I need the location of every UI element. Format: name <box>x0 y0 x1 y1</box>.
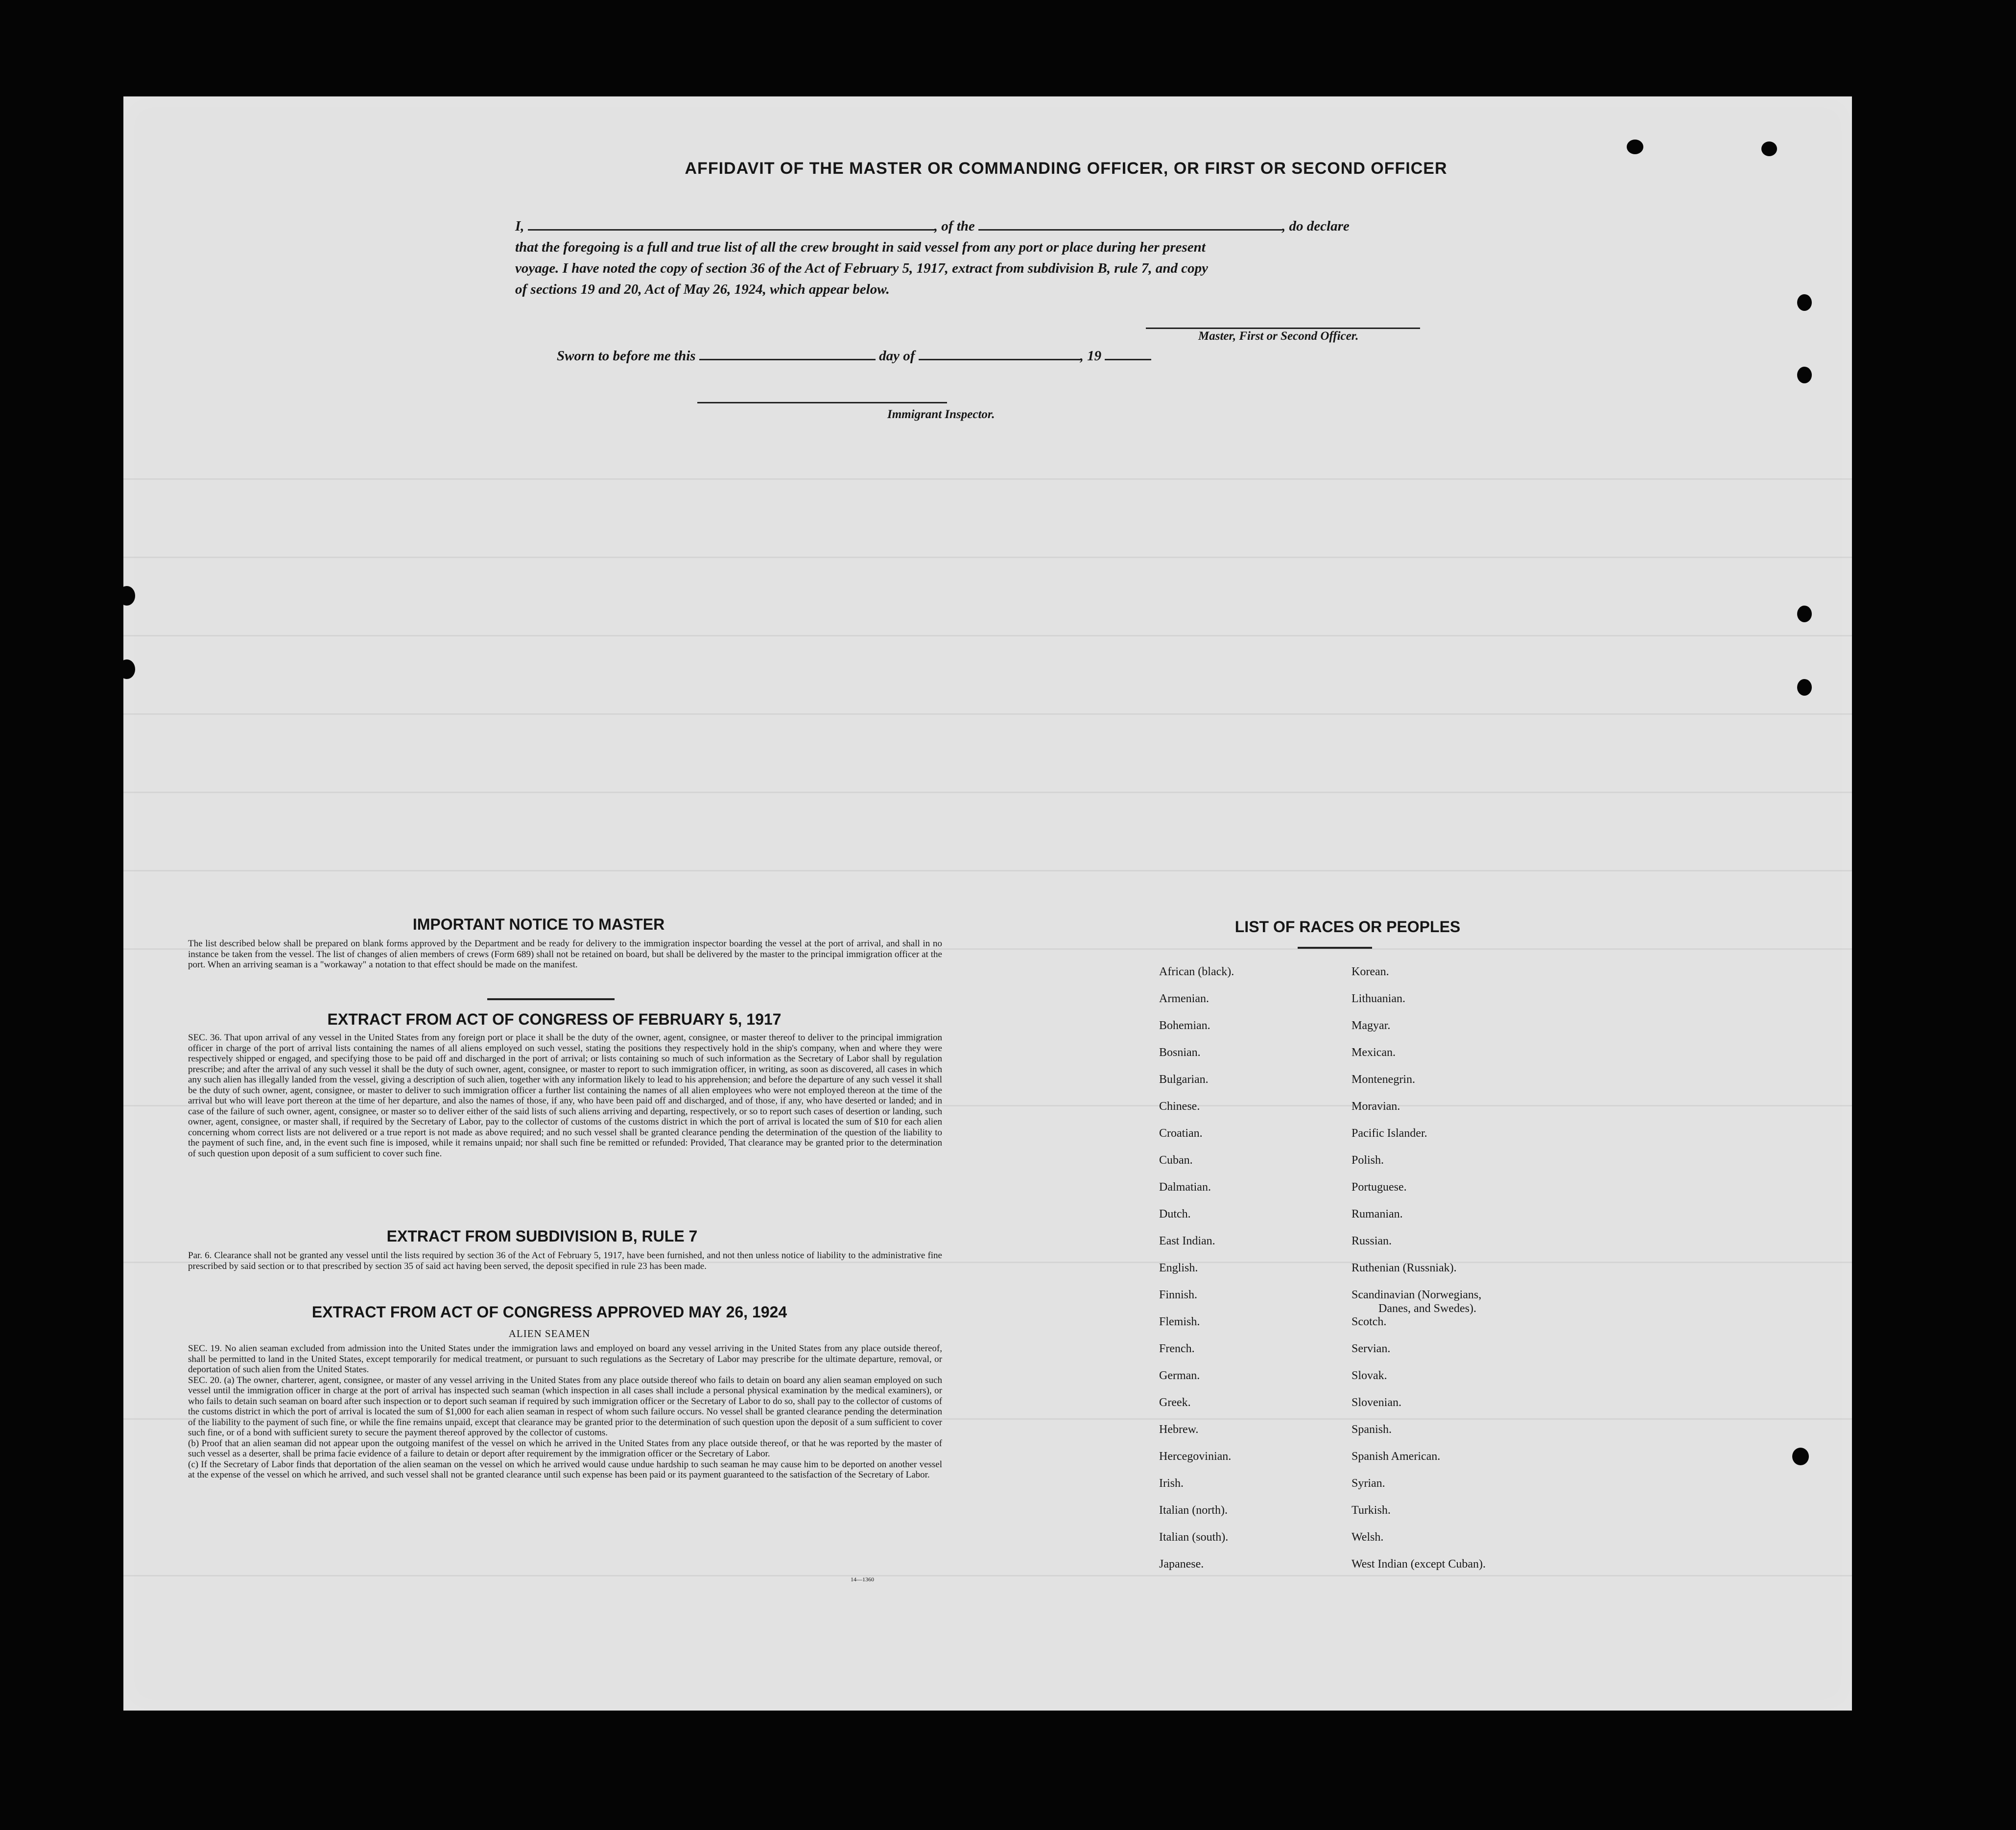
extract-rule7-title: EXTRACT FROM SUBDIVISION B, RULE 7 <box>386 1227 698 1245</box>
inspector-signature-label: Immigrant Inspector. <box>887 408 995 421</box>
race-item: Bohemian. <box>1159 1019 1210 1032</box>
divider <box>487 998 615 1000</box>
race-item: Hercegovinian. <box>1159 1450 1232 1463</box>
extract-1917-body: SEC. 36. That upon arrival of any vessel in the United States from any foreign port or place it shall be the duty of the owner, agent, consignee, or master thereof to deliver to the principal immigration officer in charge of the port of arrival lists containing the names of all aliens employed on such vessel, stating the positions they respectively hold in the ship's company, when and where they were respectively shipped or engaged, and specifying those to be paid off and discharged in the port of arrival; or lists containing so much of such information as the Secretary of Labor shall by regulation prescribe; and after the arrival of any such vessel it shall be the duty of such owner, agent, consignee, or master to report to such immigration officer, in writing, as soon as discovered, all cases in which any such alien has illegally landed from the vessel, giving a description of such alien, together with any information likely to lead to his apprehension; and before the departure of any such vessel it shall be the duty of such owner, agent, consignee, or master to deliver to such immigration officer a further list containing the names of all alien employees who were not employed thereon at the time of the arrival but who will leave port thereon at the time of her departure, and also the names of those, if any, who have been paid off and discharged, and of those, if any, who have deserted or landed; and in case of the failure of such owner, agent, consignee, or master so to deliver either of the said lists of such aliens arriving and departing, respectively, or so to report such cases of desertion or landing, such owner, agent, consignee, or master shall, if required by the Secretary of Labor, pay to the collector of customs of the customs district in which the port of arrival is located the sum of $10 for each alien concerning whom correct lists are not delivered or a true report is not made as above required; and no such vessel shall be granted clearance pending the determination of the question of the liability to the payment of such fine, and, in the event such fine is imposed, while it remains unpaid; nor shall such fine be remitted or refunded: Provided, That clearance may be granted prior to the determination of such question upon deposit of a sum sufficient to cover such fine. <box>188 1032 942 1159</box>
race-item: Spanish. <box>1352 1423 1392 1436</box>
binder-hole <box>119 586 135 606</box>
sworn-date-field[interactable] <box>699 346 876 360</box>
inspector-signature-line[interactable] <box>697 402 947 403</box>
binder-hole <box>1797 367 1812 383</box>
affidavit-declaration <box>515 216 1583 300</box>
sworn-day-text: day of <box>879 348 915 364</box>
race-item: Dalmatian. <box>1159 1181 1211 1194</box>
sworn-year-text: , 19 <box>1080 348 1102 364</box>
declarant-prefix: I, <box>515 218 524 234</box>
sec-20b-text: (b) Proof that an alien seaman did not appear upon the outgoing manifest of the vessel on which he arrived in the United States from any place outside thereof, or that he was reported by the master of such vessel as a deserter, shall be prima facie evidence of a failure to detain or deport after requirement by the immigration officer or the Secretary of Labor. <box>188 1438 942 1459</box>
race-item: Croatian. <box>1159 1127 1203 1140</box>
binder-hole <box>119 659 135 679</box>
race-item: West Indian (except Cuban). <box>1352 1558 1486 1571</box>
binder-hole <box>1797 679 1812 696</box>
race-item: Italian (south). <box>1159 1531 1229 1544</box>
race-item: Scandinavian (Norwegians, <box>1352 1289 1482 1301</box>
race-item: Spanish American. <box>1352 1450 1441 1463</box>
sworn-year-field[interactable] <box>1105 346 1151 360</box>
races-left-column <box>1159 965 1345 1585</box>
race-item: French. <box>1159 1342 1195 1355</box>
race-item: German. <box>1159 1369 1200 1382</box>
extract-1924-title: EXTRACT FROM ACT OF CONGRESS APPROVED MAY 26, 1924 <box>311 1303 787 1321</box>
race-item: Slovenian. <box>1352 1396 1401 1409</box>
vessel-field[interactable] <box>978 216 1282 231</box>
race-item: Magyar. <box>1352 1019 1391 1032</box>
master-signature-line[interactable] <box>1146 328 1420 329</box>
of-the-text: , of the <box>934 218 975 234</box>
race-item: Rumanian. <box>1352 1208 1403 1220</box>
form-number: 14—1360 <box>851 1576 874 1583</box>
race-item: Korean. <box>1352 965 1389 978</box>
sworn-month-field[interactable] <box>919 346 1080 360</box>
declaration-line-4: of sections 19 and 20, Act of May 26, 1924, which appear below. <box>515 282 890 297</box>
race-item: Armenian. <box>1159 992 1209 1005</box>
race-item: Dutch. <box>1159 1208 1191 1220</box>
affidavit-title: AFFIDAVIT OF THE MASTER OR COMMANDING OFFICER, OR FIRST OR SECOND OFFICER <box>685 159 1447 178</box>
race-item: Portuguese. <box>1352 1181 1407 1194</box>
race-item: Bosnian. <box>1159 1046 1201 1059</box>
binder-hole <box>1761 141 1777 156</box>
binder-hole <box>1627 140 1643 154</box>
race-item: Syrian. <box>1352 1477 1385 1490</box>
race-item: Welsh. <box>1352 1531 1384 1544</box>
races-title: LIST OF RACES OR PEOPLES <box>1234 918 1461 936</box>
binder-hole <box>1792 1448 1809 1465</box>
race-item: Flemish. <box>1159 1315 1200 1328</box>
sec-20c-text: (c) If the Secretary of Labor finds that deportation of the alien seaman on the vessel on which he arrived would cause undue hardship to such seaman he may cause him to be deported on another vessel at the expense of the vessel on which he arrived, and such vessel shall not be granted clearance until such expense has been paid or its payment guaranteed to the satisfaction of the Secretary of Labor. <box>188 1459 942 1480</box>
race-item: Greek. <box>1159 1396 1191 1409</box>
race-item: Finnish. <box>1159 1289 1198 1301</box>
race-item: Danes, and Swedes). <box>1378 1302 1476 1315</box>
sec-20a-text: SEC. 20. (a) The owner, charterer, agent, consignee, or master of any vessel arriving in the United States from any place outside thereof who fails to detain on board any alien seaman employed on such vessel until the immigration officer in charge at the port of arrival has inspected such seaman (which inspection in all cases shall include a personal physical examination by the medical examiners), or who fails to detain such seaman on board after such inspection or to deport such seaman if required by such immigration officer or the Secretary of Labor to do so, shall pay to the collector of customs of the customs district in which the port of arrival is located the sum of $1,000 for each alien seaman in respect of whom such failure occurs. No vessel shall be granted clearance pending the determination of the liability to the payment of such fine, or while the fine remains unpaid, except that clearance may be granted prior to the determination of such question upon the deposit of a sum sufficient to cover such fine, or of a bond with sufficient surety to secure the payment thereof approved by the collector of customs. <box>188 1375 942 1438</box>
extract-rule7-body: Par. 6. Clearance shall not be granted any vessel until the lists required by section 36 of the Act of February 5, 1917, have been furnished, and not then unless notice of liability to the administrative fine prescribed by said section or to that prescribed by section 35 of said act having been served, the deposit specified in rule 23 has been made. <box>188 1250 942 1271</box>
race-item: East Indian. <box>1159 1235 1215 1247</box>
declaration-line-3: voyage. I have noted the copy of section 36 of the Act of February 5, 1917, extract from subdivision B, rule 7, and copy <box>515 260 1208 276</box>
sec-19-text: SEC. 19. No alien seaman excluded from admission into the United States under the immigration laws and employed on board any vessel arriving in the United States from any place outside thereof, shall be permitted to land in the United States, except temporarily for medical treatment, or pursuant to such regulations as the Secretary of Labor may prescribe for the ultimate departure, removal, or deportation of such alien from the United States. <box>188 1343 942 1375</box>
race-item: Mexican. <box>1352 1046 1396 1059</box>
race-item: Italian (north). <box>1159 1504 1228 1517</box>
binder-hole <box>1797 606 1812 622</box>
race-item: Irish. <box>1159 1477 1184 1490</box>
name-field[interactable] <box>528 216 934 231</box>
race-item: Chinese. <box>1159 1100 1200 1113</box>
extract-1924-subtitle: ALIEN SEAMEN <box>508 1328 591 1339</box>
sworn-prefix: Sworn to before me this <box>557 348 696 364</box>
race-item: Lithuanian. <box>1352 992 1405 1005</box>
divider <box>1298 947 1372 949</box>
race-item: Bulgarian. <box>1159 1073 1209 1086</box>
race-item: Moravian. <box>1352 1100 1400 1113</box>
extract-1917-title: EXTRACT FROM ACT OF CONGRESS OF FEBRUARY 5, 1917 <box>327 1010 782 1028</box>
race-item: Turkish. <box>1352 1504 1391 1517</box>
do-declare-text: , do declare <box>1282 218 1350 234</box>
races-right-column <box>1352 965 1626 1585</box>
extract-1924-body <box>188 1343 942 1480</box>
race-item: English. <box>1159 1262 1198 1274</box>
master-signature-label: Master, First or Second Officer. <box>1198 329 1359 343</box>
race-item: Hebrew. <box>1159 1423 1199 1436</box>
race-item: Servian. <box>1352 1342 1391 1355</box>
race-item: African (black). <box>1159 965 1234 978</box>
notice-body: The list described below shall be prepared on blank forms approved by the Department and be ready for delivery to the immigration inspector boarding the vessel at the port of arrival, and shall in no instance be taken from the vessel. The list of changes of alien members of crews (Form 689) shall not be retained on board, but shall be delivered by the master to the principal immigration officer at the port. When an arriving seaman is a "workaway" a notation to that effect should be made on the manifest. <box>188 938 942 970</box>
race-item: Polish. <box>1352 1154 1384 1167</box>
declaration-line-1 <box>515 216 1583 237</box>
race-item: Scotch. <box>1352 1315 1387 1328</box>
declaration-line-2: that the foregoing is a full and true list of all the crew brought in said vessel from any port or place during her present <box>515 239 1206 255</box>
notice-title: IMPORTANT NOTICE TO MASTER <box>412 915 665 933</box>
race-item: Pacific Islander. <box>1352 1127 1427 1140</box>
binder-hole <box>1797 294 1812 311</box>
race-item: Japanese. <box>1159 1558 1204 1571</box>
document-page <box>123 96 1852 1711</box>
race-item: Montenegrin. <box>1352 1073 1415 1086</box>
sworn-line <box>557 346 1151 364</box>
race-item: Russian. <box>1352 1235 1392 1247</box>
race-item: Cuban. <box>1159 1154 1193 1167</box>
race-item: Slovak. <box>1352 1369 1387 1382</box>
race-item: Ruthenian (Russniak). <box>1352 1262 1457 1274</box>
